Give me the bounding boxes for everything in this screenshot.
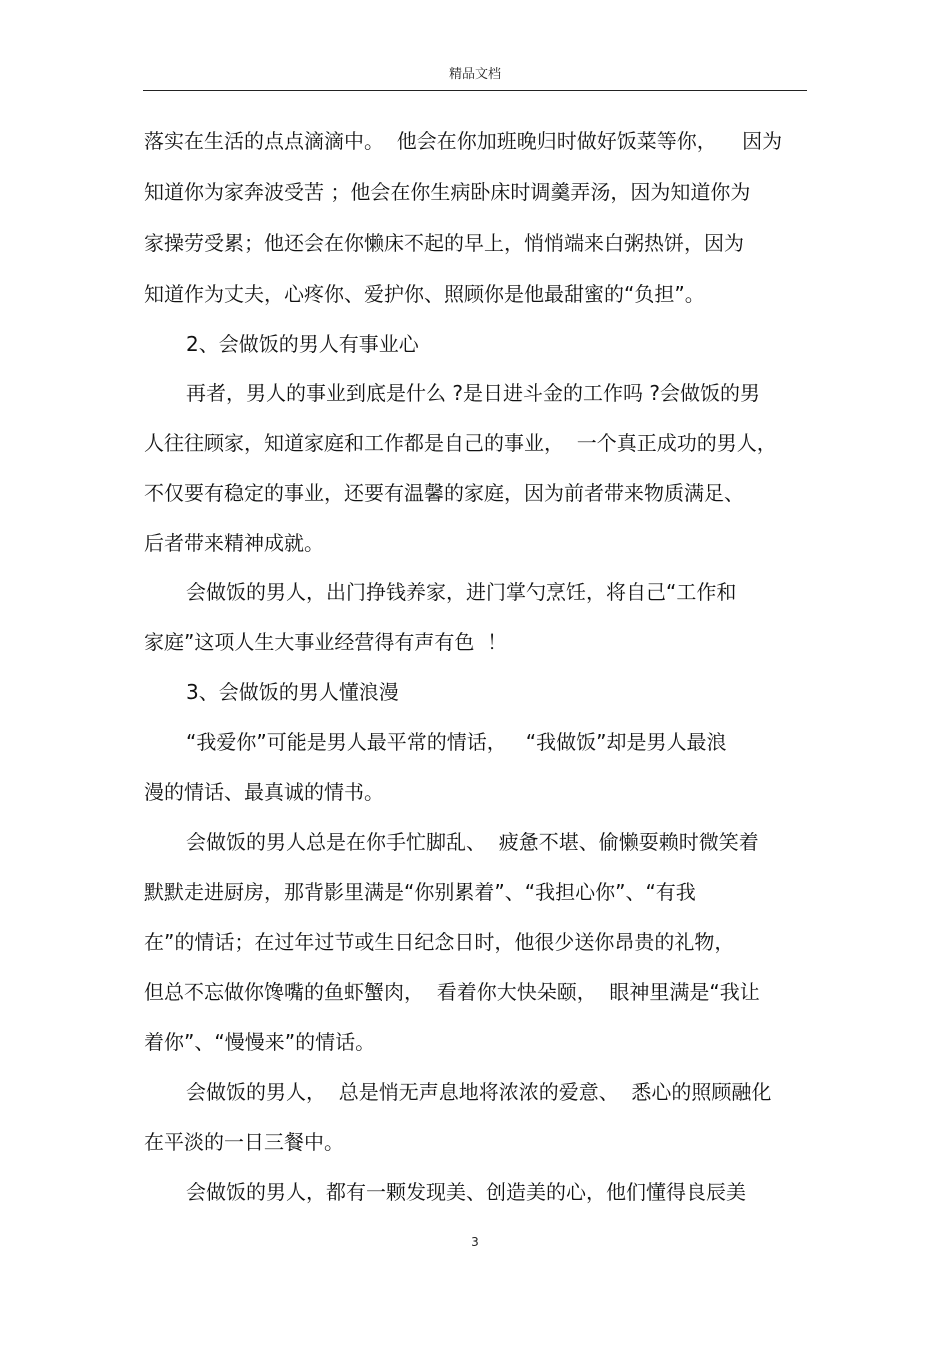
page-header: 精品文档	[448, 67, 501, 82]
text-line: 会做饭的男人，都有一颗发现美、创造美的心，他们懂得良辰美	[186, 1180, 746, 1204]
text-line: 会做饭的男人总是在你手忙脚乱、 疲惫不堪、偷懒耍赖时微笑着	[186, 830, 759, 854]
text-line: 知道作为丈夫，心疼你、爱护你、照顾你是他最甜蜜的“负担”。	[144, 282, 705, 306]
section-heading: 3、会做饭的男人懂浪漫	[186, 680, 399, 704]
text-line: 知道你为家奔波受苦 ；他会在你生病卧床时调羹弄汤，因为知道你为	[144, 180, 751, 204]
text-line: 家庭”这项人生大事业经营得有声有色 ！	[144, 630, 508, 654]
text-line: 在平淡的一日三餐中。	[144, 1130, 344, 1154]
text-line: 默默走进厨房，那背影里满是“你别累着”、“我担心你”、“有我	[144, 880, 696, 904]
text-line: 人往往顾家，知道家庭和工作都是自己的事业， 一个真正成功的男人，	[144, 431, 777, 455]
text-line: 着你”、“慢慢来”的情话。	[144, 1030, 376, 1054]
text-line: 不仅要有稳定的事业，还要有温馨的家庭，因为前者带来物质满足、	[144, 481, 744, 505]
text-line: 后者带来精神成就。	[144, 531, 324, 555]
text-line: 家操劳受累；他还会在你懒床不起的早上，悄悄端来白粥热饼，因为	[144, 231, 744, 255]
page-number: 3	[471, 1235, 479, 1249]
text-line: 漫的情话、最真诚的情书。	[144, 780, 384, 804]
section-heading: 2、会做饭的男人有事业心	[186, 332, 419, 356]
text-line: 在”的情话；在过年过节或生日纪念日时，他很少送你昂贵的礼物，	[144, 930, 735, 954]
text-line: 再者，男人的事业到底是什么 ?是日进斗金的工作吗 ?会做饭的男	[186, 381, 760, 405]
header-divider	[143, 90, 807, 91]
text-line: “我爱你”可能是男人最平常的情话， “我做饭”却是男人最浪	[186, 730, 727, 754]
text-line: 但总不忘做你馋嘴的鱼虾蟹肉， 看着你大快朵颐， 眼神里满是“我让	[144, 980, 760, 1004]
text-line: 会做饭的男人，出门挣钱养家，进门掌勺烹饪，将自己“工作和	[186, 580, 737, 604]
text-line: 落实在生活的点点滴滴中。 他会在你加班晚归时做好饭菜等你， 因为	[144, 129, 783, 153]
text-line: 会做饭的男人， 总是悄无声息地将浓浓的爱意、 悉心的照顾融化	[186, 1080, 772, 1104]
